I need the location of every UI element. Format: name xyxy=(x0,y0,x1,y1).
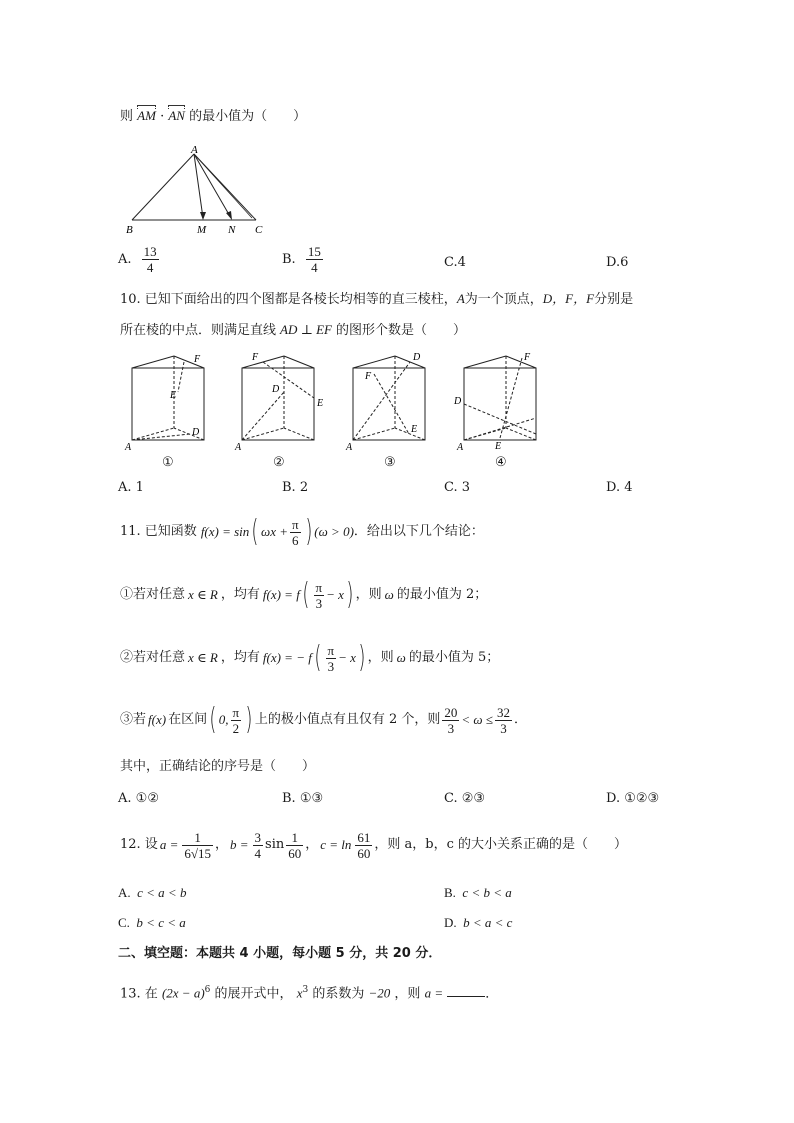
q12-option-d[interactable]: D. b < a < c xyxy=(444,915,513,930)
fig-caption-3: ③ xyxy=(384,455,396,470)
svg-text:D: D xyxy=(272,384,280,395)
svg-text:F: F xyxy=(365,371,372,382)
prism-figure-1 xyxy=(124,354,204,453)
q9-option-d[interactable]: D.6 xyxy=(606,255,629,270)
q9-option-a[interactable]: A. $\frac{13}{4}$ xyxy=(118,244,157,275)
q12-option-b[interactable]: B. c < b < a xyxy=(444,885,512,900)
fraction: $\frac{13}{4}$ xyxy=(143,244,157,275)
svg-text:F: F xyxy=(524,352,531,363)
q11-conclusion-2: ②若对任意 x ∈ R ，均有 f(x) = − f ( $\frac{\pi}{3}$ − x ) ，则 ω 的最小值为 5； xyxy=(120,640,500,675)
q11-option-a[interactable]: A. ①② xyxy=(118,791,159,806)
label-c: C xyxy=(255,224,263,236)
label-a: A xyxy=(191,144,198,156)
q11-stem: 11. 已知函数 f(x) = sin ( ωx + $\frac{\pi}{6}$ ) (ω > 0) ．给出以下几个结论： xyxy=(120,514,484,549)
q10-prism-figures xyxy=(118,348,548,470)
svg-text:A: A xyxy=(235,442,242,453)
svg-text:E: E xyxy=(170,390,177,401)
q10-stem-line1: 10. 已知下面给出的四个图都是各棱长均相等的直三棱柱，A为一个顶点，D，F，F分别是 xyxy=(120,291,634,307)
svg-text:E: E xyxy=(495,441,502,452)
label-b: B xyxy=(126,224,133,236)
fig-caption-2: ② xyxy=(273,455,285,470)
svg-text:E: E xyxy=(317,398,324,409)
vector-am: AM xyxy=(137,108,156,123)
fraction: $\frac{15}{4}$ xyxy=(307,244,321,275)
fig-caption-4: ④ xyxy=(495,455,507,470)
vector-an: AN xyxy=(168,108,185,123)
q11-option-d[interactable]: D. ①②③ xyxy=(606,791,660,806)
svg-text:A: A xyxy=(346,442,353,453)
q9-option-c[interactable]: C.4 xyxy=(444,255,466,270)
q11-conclusion-1: ①若对任意 x ∈ R ，均有 f(x) = f ( $\frac{\pi}{3}$ − x ) ，则 ω 的最小值为 2； xyxy=(120,577,488,612)
label-n: N xyxy=(228,224,236,236)
prism-figure-2 xyxy=(234,352,323,453)
q9-stem: 则 AM · AN 的最小值为（ ） xyxy=(120,108,307,124)
q12-option-a[interactable]: A. c < a < b xyxy=(118,885,187,900)
q12-option-c[interactable]: C. b < c < a xyxy=(118,915,186,930)
q9-option-b[interactable]: B. $\frac{15}{4}$ xyxy=(282,244,321,275)
q11-question: 其中，正确结论的序号是（ ） xyxy=(120,759,316,774)
q12-stem: 12. 设 a = $\frac{1}{6√15}$ ， b = $\frac{3}{4}$ sin $\frac{1}{60}$ ， c = ln $\frac{61}{60}$ ，则 a，b，c 的大小关系正确的是（ ） xyxy=(120,829,628,861)
q11-option-b[interactable]: B. ①③ xyxy=(282,791,324,806)
svg-text:F: F xyxy=(252,352,259,363)
q10-option-b[interactable]: B. 2 xyxy=(282,480,309,495)
prism-figure-4 xyxy=(453,352,536,453)
svg-text:E: E xyxy=(411,424,418,435)
q13-stem: 13. 在 $(2x - a)^6$ 的展开式中， $x^3$ 的系数为 −20 ，则 a = ． xyxy=(120,985,499,1002)
svg-text:A: A xyxy=(125,442,132,453)
q10-option-c[interactable]: C. 3 xyxy=(444,480,471,495)
label-m: M xyxy=(197,224,207,236)
svg-text:D: D xyxy=(413,352,421,363)
svg-text:D: D xyxy=(454,396,462,407)
fig-caption-1: ① xyxy=(162,455,174,470)
svg-text:D: D xyxy=(192,427,200,438)
svg-text:F: F xyxy=(194,354,201,365)
q10-stem-line2: 所在棱的中点．则满足直线 AD ⊥ EF 的图形个数是（ ） xyxy=(120,322,466,338)
q9-triangle-figure xyxy=(118,142,278,237)
section-heading: 二、填空题：本题共 4 小题，每小题 5 分，共 20 分． xyxy=(118,946,442,961)
prism-figure-3 xyxy=(345,352,425,453)
answer-blank[interactable] xyxy=(447,984,485,997)
q11-conclusion-3: ③若 f(x) 在区间 ( 0, $\frac{\pi}{2}$ ) 上的极小值点有且仅有 2 个，则 $\frac{20}{3}$ < ω ≤ $\frac{32}{3}$ ． xyxy=(120,702,527,737)
q10-option-d[interactable]: D. 4 xyxy=(606,480,633,495)
q11-option-c[interactable]: C. ②③ xyxy=(444,791,486,806)
svg-text:A: A xyxy=(457,442,464,453)
q10-option-a[interactable]: A. 1 xyxy=(118,480,144,495)
